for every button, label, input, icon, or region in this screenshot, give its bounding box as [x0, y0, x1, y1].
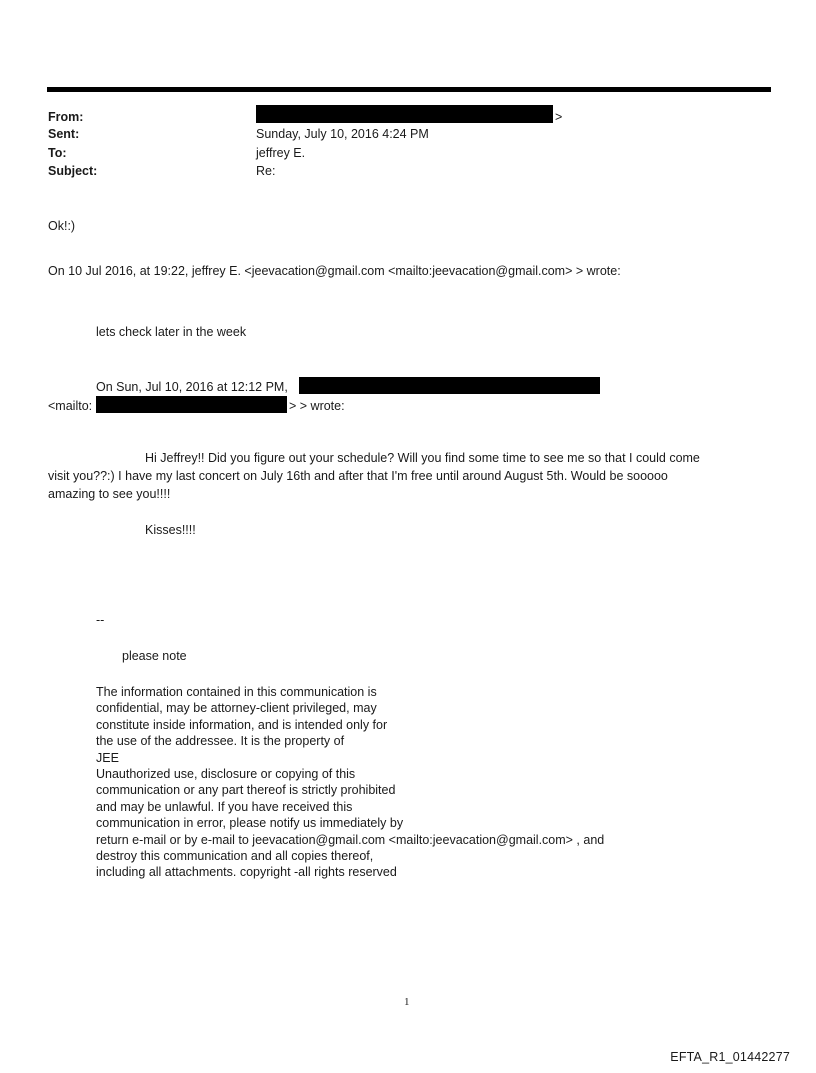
from-label: From:: [48, 110, 84, 124]
nested-intro-line-2-prefix: <mailto:: [48, 399, 93, 413]
redacted-sender-email: [96, 396, 287, 413]
disclaimer-line: and may be unlawful. If you have received this: [96, 799, 353, 814]
disclaimer-line: confidential, may be attorney-client privileged, may: [96, 701, 377, 716]
disclaimer-line: JEE: [96, 750, 119, 765]
to-label: To:: [48, 146, 67, 160]
nested-intro-line-1: On Sun, Jul 10, 2016 at 12:12 PM,: [96, 380, 288, 394]
reply-text: Ok!:): [48, 219, 76, 233]
to-value: jeffrey E.: [256, 146, 306, 160]
message-line-3: amazing to see you!!!!: [48, 487, 171, 501]
redacted-sender-name: [299, 377, 600, 394]
quoted-reply: lets check later in the week: [96, 325, 247, 339]
disclaimer-line: Unauthorized use, disclosure or copying of this: [96, 767, 356, 782]
message-line-2: visit you??:) I have my last concert on July 16th and after that I'm free until around August 5th. Would be sooooo: [48, 469, 668, 483]
nested-intro-line-2-suffix: > > wrote:: [289, 399, 345, 413]
disclaimer-line: including all attachments. copyright -all rights reserved: [96, 865, 397, 880]
header-rule: [47, 87, 771, 92]
page-number: 1: [404, 996, 410, 1008]
from-suffix: >: [555, 110, 563, 124]
quote-intro: On 10 Jul 2016, at 19:22, jeffrey E. <jeevacation@gmail.com <mailto:jeevacation@gmail.com> > wrote:: [48, 264, 621, 278]
subject-label: Subject:: [48, 164, 98, 178]
disclaimer-line: return e-mail or by e-mail to jeevacation@gmail.com <mailto:jeevacation@gmail.com> , and: [96, 832, 605, 847]
disclaimer-line: the use of the addressee. It is the property of: [96, 734, 345, 749]
sent-label: Sent:: [48, 127, 80, 141]
disclaimer-line: communication or any part thereof is strictly prohibited: [96, 783, 396, 798]
signoff: Kisses!!!!: [145, 523, 196, 537]
disclaimer-line: constitute inside information, and is intended only for: [96, 717, 388, 732]
please-note: please note: [122, 649, 187, 663]
disclaimer: [96, 684, 604, 881]
signature-separator: --: [96, 613, 105, 627]
message-line-1: Hi Jeffrey!! Did you figure out your schedule? Will you find some time to see me so that I could come: [145, 451, 700, 465]
disclaimer-line: communication in error, please notify us immediately by: [96, 816, 404, 831]
document-id-stamp: EFTA_R1_01442277: [670, 1050, 790, 1064]
redacted-from-address: [256, 105, 553, 123]
disclaimer-line: destroy this communication and all copies thereof,: [96, 849, 374, 864]
sent-value: Sunday, July 10, 2016 4:24 PM: [256, 127, 429, 141]
disclaimer-line: The information contained in this communication is: [96, 685, 377, 699]
subject-value: Re:: [256, 164, 276, 178]
